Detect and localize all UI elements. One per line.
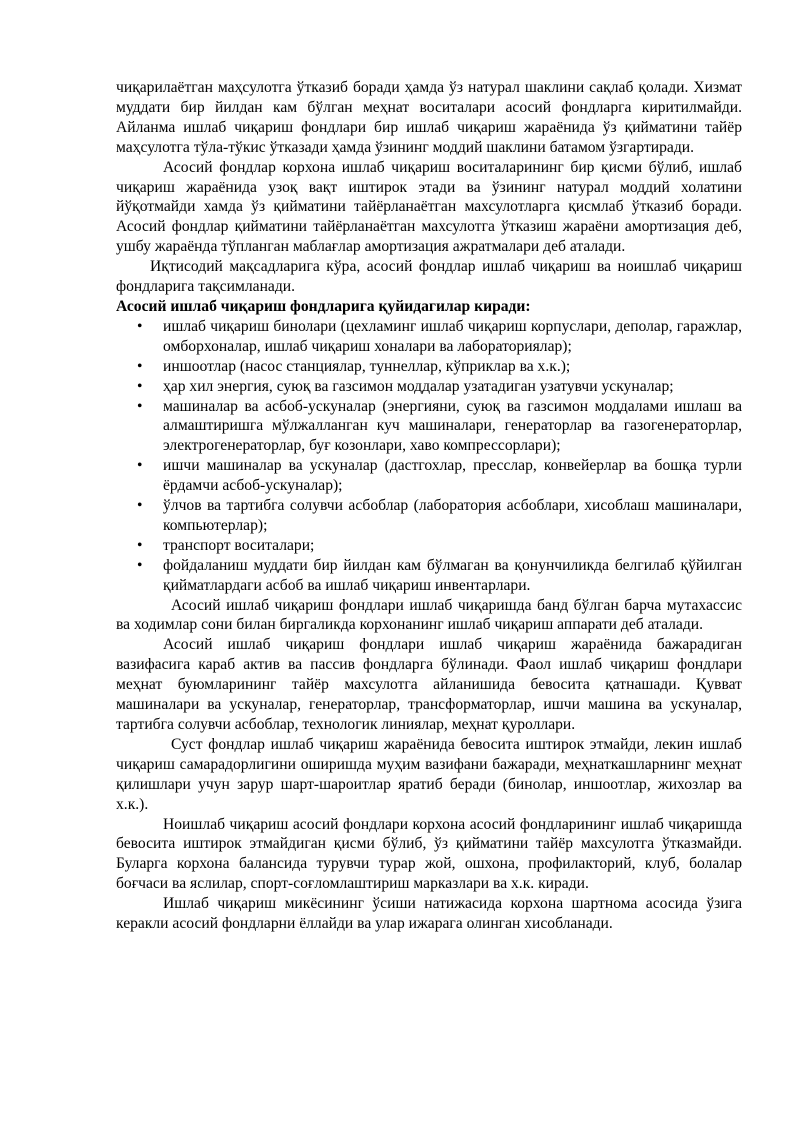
list-heading-tail: ди: (508, 297, 531, 315)
list-item (116, 397, 742, 457)
list-item-text: фойдаланиш муддати бир йилдан кам бўлмаган ва қонунчиликда белгилаб қўйилган қийматлардаги асбоб ва ишлаб чиқариш инвентарлари. (163, 556, 742, 594)
bullet-icon: • (137, 457, 143, 475)
paragraph-production-apparatus: Асосий ишлаб чиқариш фондлари ишлаб чиқаришда банд бўлган барча мутахассис ва ходимлар сони билан биргаликда корхонанинг ишлаб чиқариш аппарати деб аталади. (116, 596, 742, 634)
bullet-icon: • (137, 556, 143, 574)
bullet-icon: • (137, 377, 143, 395)
paragraph-leased-funds: Ишлаб чиқариш микёсининг ўсиши натижасида корхона шартнома асосида ўзига керакли асосий фондларни ёллайди ва улар ижарага олинган хисобланади. (116, 895, 742, 933)
list-item-text: ҳар хил энергия, суюқ ва газсимон моддалар узатадиган узатувчи ускуналар; (163, 377, 674, 395)
list-item-text: машиналар ва асбоб-ускуналар (энергияни, суюқ ва газсимон моддалами ишлаш ва алмаштиришга мўлжалланган куч машиналари, генераторлар ва газогенераторлар, электрогенераторлар, буғ козонлари, хаво компрессорлари); (163, 397, 742, 455)
list-item (116, 556, 742, 596)
production-funds-list (116, 317, 742, 596)
list-item-text: транспорт воситалари; (163, 536, 315, 554)
list-item-text: иншоотлар (насос станциялар, туннеллар, кўприклар ва х.к.); (163, 357, 571, 375)
bullet-icon: • (137, 357, 143, 375)
paragraph-non-production-funds: Ноишлаб чиқариш асосий фондлари корхона асосий фондларининг ишлаб чиқаришда бевосита иштирок этмайдиган қисми бўлиб, ўз қийматини тайёр махсулотга ўтказмайди. Буларга корхона балансида турувчи турар жой, ошхона, профилакторий, клуб, болалар боғчаси ва яслилар, спорт-соғломлаштириш марказлари ва х.к. киради. (116, 815, 742, 893)
list-item (116, 357, 742, 377)
list-item (116, 536, 742, 556)
paragraph-economic-purpose: Иқтисодий мақсадларига кўра, асосий фондлар ишлаб чиқариш ва ноишлаб чиқариш фондларига тақсимланади. (116, 258, 742, 296)
bullet-icon: • (137, 397, 143, 415)
list-item (116, 496, 742, 536)
paragraph-passive-funds: Суст фондлар ишлаб чиқариш жараёнида бевосита иштирок этмайди, лекин ишлаб чиқариш самарадорлигини оширишда муҳим вазифани бажаради, меҳнаткашларнинг меҳнат қилишлари учун зарур шарт-шароитлар яратиб беради (бинолар, иншоотлар, жихозлар ва х.к.). (116, 735, 742, 813)
list-item (116, 456, 742, 496)
list-item (116, 377, 742, 397)
bullet-icon: • (137, 497, 143, 515)
list-item-text: ўлчов ва тартибга солувчи асбоблар (лаборатория асбоблари, хисоблаш машиналари, компьютерлар); (163, 497, 742, 534)
paragraph-fixed-assets-definition: Асосий фондлар корхона ишлаб чиқариш воситаларининг бир қисми бўлиб, ишлаб чиқариш жараёнида узоқ вақт иштирок этади ва ўзининг натурал моддий холатини йўқотмайди хамда ўз қийматини тайёрланаётган махсулотларга қисмлаб ўтказиб боради. Асосий фондлар қийматини тайёрланаётган махсулотга ўтказиш жараёни амортизация деб, ушбу жараёнда тўпланган маблағлар амортизация ажратмалари деб аталади. (116, 158, 742, 256)
paragraph-active-passive-funds: Асосий ишлаб чиқариш фондлари ишлаб чиқариш жараёнида бажарадиган вазифасига караб актив ва пассив фондларга бўлинади. Фаол ишлаб чиқариш фондлари меҳнат буюмларининг тайёр махсулотга айланишида бевосита қатнашади. Қувват машиналари ва ускуналар, генераторлар, трансформаторлар, ишчи машина ва ускуналар, тартибга солувчи асбоблар, технологик линиялар, меҳнат қуроллари. (116, 636, 742, 733)
bullet-icon: • (137, 536, 143, 554)
bullet-icon: • (137, 317, 143, 335)
list-item (116, 317, 742, 357)
list-item-text: ишчи машиналар ва ускуналар (дастгохлар, пресслар, конвейерлар ва бошқа турли ёрдамчи асбоб-ускуналар); (163, 457, 742, 495)
paragraph-funds-intro: чиқарилаётган маҳсулотга ўтказиб боради ҳамда ўз натурал шаклини сақлаб қолади. Хизмат муддати бир йилдан кам бўлган меҳнат воситалари асосий фондларга киритилмайди. Айланма ишлаб чиқариш фондлари бир ишлаб чиқариш жараёнида ўз қийматини тайёр маҳсулотга тўла-тўкис ўтказади ҳамда ўзининг моддий шаклини батамом ўзгартиради. (116, 79, 742, 156)
list-heading (116, 297, 742, 317)
document-page (116, 78, 742, 934)
list-heading-bold: Асосий ишлаб чиқариш фондларига қуйидагилар кира (116, 297, 509, 315)
list-item-text: ишлаб чиқариш бинолари (цехламинг ишлаб чиқариш корпуслари, деполар, гаражлар, омборхоналар, ишлаб чиқариш хоналари ва лабораториялар); (163, 317, 742, 355)
